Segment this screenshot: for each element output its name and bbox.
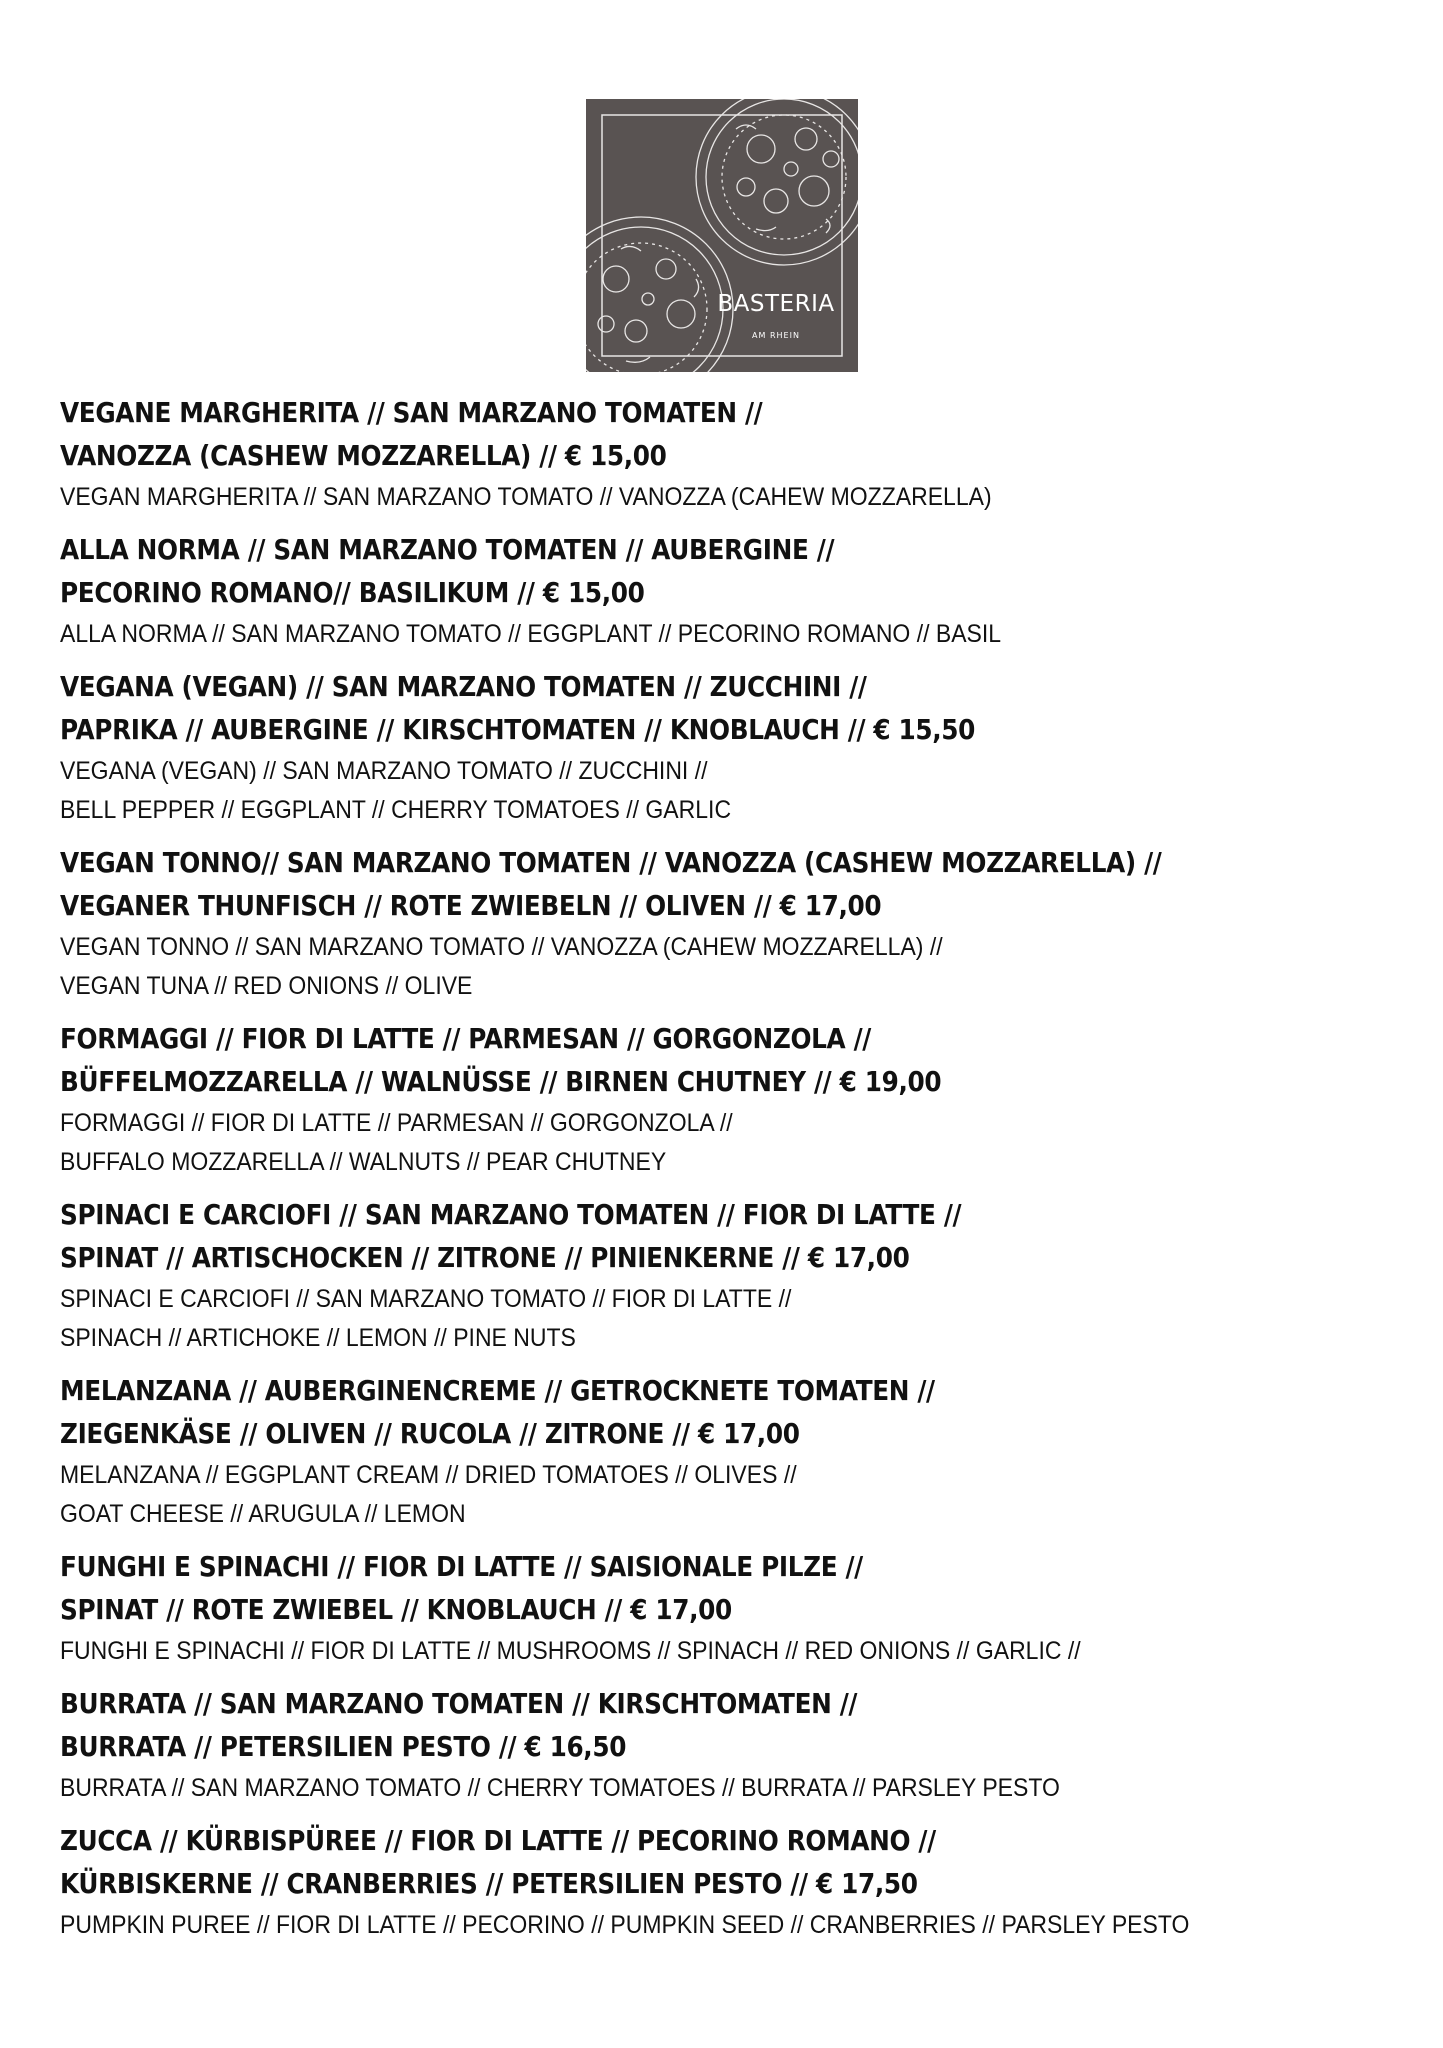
item-english-line: BURRATA // SAN MARZANO TOMATO // CHERRY TOMATOES // BURRATA // PARSLEY PESTO [60,1774,1060,1802]
menu-item [60,1194,1400,1358]
logo-subtitle: AM RHEIN [752,331,800,340]
item-german-line: BÜFFELMOZZARELLA // WALNÜSSE // BIRNEN CHUTNEY // € 19,00 [60,1066,942,1098]
menu-item [60,1820,1400,1945]
menu-item [60,1683,1400,1808]
item-german-line: FORMAGGI // FIOR DI LATTE // PARMESAN // GORGONZOLA // [60,1023,871,1055]
item-english-line: GOAT CHEESE // ARUGULA // LEMON [60,1500,466,1528]
item-german-line: SPINAT // ROTE ZWIEBEL // KNOBLAUCH // € 17,00 [60,1594,732,1626]
item-english-line: BUFFALO MOZZARELLA // WALNUTS // PEAR CHUTNEY [60,1148,667,1176]
item-german-line: SPINACI E CARCIOFI // SAN MARZANO TOMATEN // FIOR DI LATTE // [60,1199,962,1231]
item-english-line: VEGANA (VEGAN) // SAN MARZANO TOMATO // ZUCCHINI // [60,757,708,785]
item-german-line: VEGANE MARGHERITA // SAN MARZANO TOMATEN // [60,397,763,429]
menu-item [60,666,1400,830]
menu-item [60,1546,1400,1671]
item-english-line: VEGAN TONNO // SAN MARZANO TOMATO // VANOZZA (CAHEW MOZZARELLA) // [60,933,943,961]
item-english-line: ALLA NORMA // SAN MARZANO TOMATO // EGGPLANT // PECORINO ROMANO // BASIL [60,620,1002,648]
item-english-line: MELANZANA // EGGPLANT CREAM // DRIED TOMATOES // OLIVES // [60,1461,797,1489]
item-german-line: VEGAN TONNO// SAN MARZANO TOMATEN // VANOZZA (CASHEW MOZZARELLA) // [60,847,1162,879]
menu-item [60,392,1400,517]
menu-item [60,1370,1400,1534]
item-english-line: VEGAN MARGHERITA // SAN MARZANO TOMATO // VANOZZA (CAHEW MOZZARELLA) [60,483,992,511]
item-german-line: FUNGHI E SPINACHI // FIOR DI LATTE // SAISIONALE PILZE // [60,1551,863,1583]
item-german-line: ALLA NORMA // SAN MARZANO TOMATEN // AUBERGINE // [60,534,835,566]
item-german-line: KÜRBISKERNE // CRANBERRIES // PETERSILIEN PESTO // € 17,50 [60,1868,918,1900]
item-english-line: VEGAN TUNA // RED ONIONS // OLIVE [60,972,473,1000]
item-english-line: SPINACI E CARCIOFI // SAN MARZANO TOMATO // FIOR DI LATTE // [60,1285,792,1313]
item-german-line: BURRATA // SAN MARZANO TOMATEN // KIRSCHTOMATEN // [60,1688,858,1720]
item-english-line: FORMAGGI // FIOR DI LATTE // PARMESAN // GORGONZOLA // [60,1109,733,1137]
logo-name: BASTERIA [717,291,835,317]
restaurant-logo [586,99,858,372]
item-english-line: FUNGHI E SPINACHI // FIOR DI LATTE // MUSHROOMS // SPINACH // RED ONIONS // GARLIC // [60,1637,1081,1665]
item-german-line: VEGANER THUNFISCH // ROTE ZWIEBELN // OLIVEN // € 17,00 [60,890,882,922]
menu-item [60,842,1400,1006]
item-english-line: PUMPKIN PUREE // FIOR DI LATTE // PECORINO // PUMPKIN SEED // CRANBERRIES // PARSLEY PESTO [60,1911,1190,1939]
item-german-line: MELANZANA // AUBERGINENCREME // GETROCKNETE TOMATEN // [60,1375,935,1407]
item-german-line: ZIEGENKÄSE // OLIVEN // RUCOLA // ZITRONE // € 17,00 [60,1418,800,1450]
item-german-line: ZUCCA // KÜRBISPÜREE // FIOR DI LATTE // PECORINO ROMANO // [60,1825,936,1857]
menu-item [60,529,1400,654]
menu-list [60,392,1400,1957]
item-german-line: BURRATA // PETERSILIEN PESTO // € 16,50 [60,1731,627,1763]
item-english-line: BELL PEPPER // EGGPLANT // CHERRY TOMATOES // GARLIC [60,796,732,824]
menu-item [60,1018,1400,1182]
item-german-line: VANOZZA (CASHEW MOZZARELLA) // € 15,00 [60,440,667,472]
item-english-line: SPINACH // ARTICHOKE // LEMON // PINE NUTS [60,1324,576,1352]
item-german-line: SPINAT // ARTISCHOCKEN // ZITRONE // PINIENKERNE // € 17,00 [60,1242,910,1274]
item-german-line: PAPRIKA // AUBERGINE // KIRSCHTOMATEN // KNOBLAUCH // € 15,50 [60,714,976,746]
item-german-line: PECORINO ROMANO// BASILIKUM // € 15,00 [60,577,645,609]
item-german-line: VEGANA (VEGAN) // SAN MARZANO TOMATEN // ZUCCHINI // [60,671,867,703]
